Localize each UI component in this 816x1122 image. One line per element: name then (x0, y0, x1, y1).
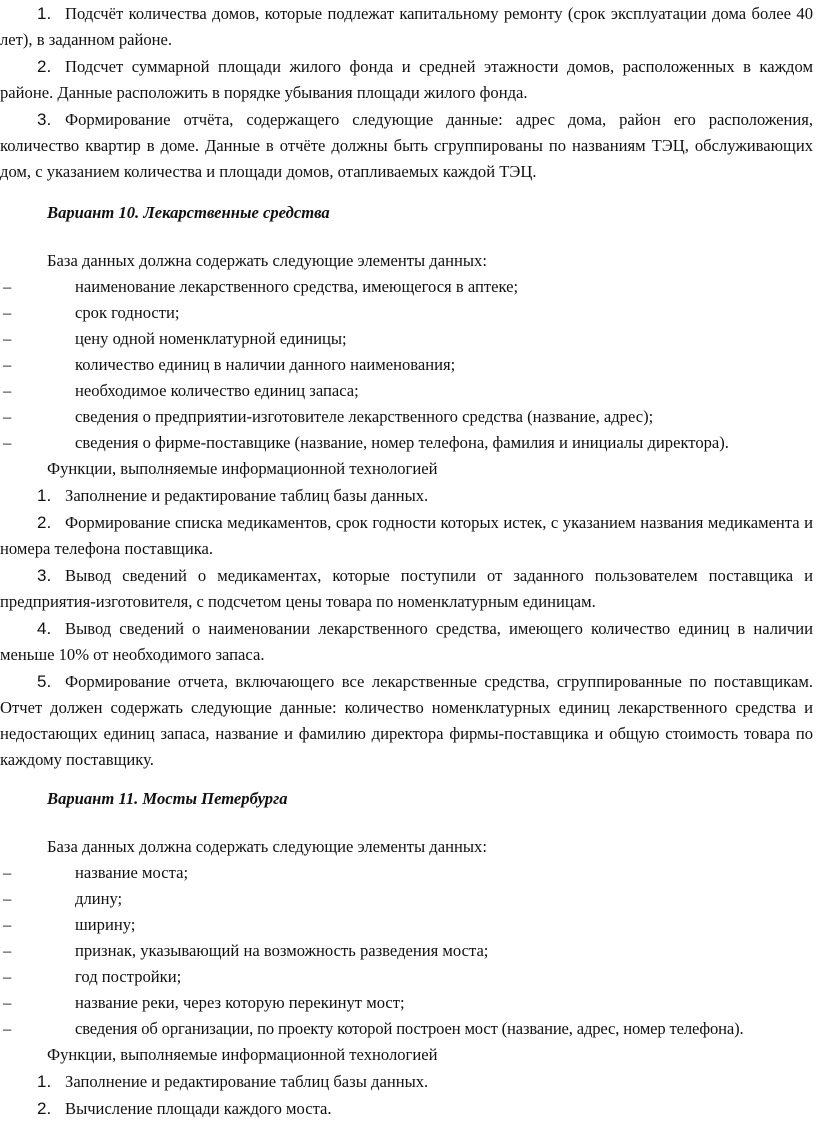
dash-mark: – (3, 863, 12, 882)
dash-item (0, 300, 816, 326)
top-numbered-list (0, 0, 816, 185)
variant-11-section (0, 786, 816, 1122)
item-text: Заполнение и редактирование таблиц базы данных. (65, 1072, 429, 1091)
dash-item-text: сведения об организации, по проекту которой построен мост (название, адрес, номер телефона). (75, 1019, 744, 1038)
section-heading: Вариант 11. Мосты Петербурга (47, 789, 288, 808)
list-item (0, 1, 816, 53)
function-item (0, 483, 816, 509)
dash-item (0, 964, 816, 990)
dash-item-text: необходимое количество единиц запаса; (75, 381, 359, 400)
dash-item (0, 326, 816, 352)
dash-item (0, 352, 816, 378)
item-text: Формирование списка медикаментов, срок годности которых истек, с указанием названия медикамента и номера телефона поставщика. (0, 513, 813, 558)
dash-mark: – (3, 355, 12, 374)
dash-item (0, 1016, 816, 1042)
dash-mark: – (3, 889, 12, 908)
dash-item-text: ширину; (75, 915, 136, 934)
section-heading: Вариант 10. Лекарственные средства (47, 203, 330, 222)
dash-mark: – (3, 967, 12, 986)
item-number: 1. (37, 4, 52, 23)
dash-item-text: количество единиц в наличии данного наименования; (75, 355, 456, 374)
dash-item (0, 860, 816, 886)
dash-item (0, 990, 816, 1016)
dash-mark: – (3, 433, 12, 452)
item-number: 3. (37, 566, 52, 585)
dash-mark: – (3, 381, 12, 400)
item-number: 2. (37, 57, 52, 76)
dash-item (0, 274, 816, 300)
functions-title: Функции, выполняемые информационной технологией (47, 459, 438, 478)
function-item (0, 1096, 816, 1122)
list-item (0, 107, 816, 185)
dash-item-text: название моста; (75, 863, 189, 882)
item-text: Подсчет суммарной площади жилого фонда и средней этажности домов, расположенных в каждом районе. Данные расположить в порядке убывания площади жилого фонда. (0, 57, 813, 102)
item-text: Вычисление площади каждого моста. (65, 1099, 332, 1118)
dash-mark: – (3, 915, 12, 934)
dash-item-text: признак, указывающий на возможность разведения моста; (75, 941, 489, 960)
dash-mark: – (3, 1019, 12, 1038)
item-number: 1. (37, 1072, 52, 1091)
functions-title: Функции, выполняемые информационной технологией (47, 1045, 438, 1064)
dash-item (0, 912, 816, 938)
elements-intro: База данных должна содержать следующие элементы данных: (47, 251, 487, 270)
dash-mark: – (3, 277, 12, 296)
item-text: Заполнение и редактирование таблиц базы данных. (65, 486, 429, 505)
item-number: 5. (37, 672, 52, 691)
dash-item (0, 938, 816, 964)
dash-item-text: длину; (75, 889, 123, 908)
item-text: Подсчёт количества домов, которые подлежат капитальному ремонту (срок эксплуатации дома более 40 лет), в заданном районе. (0, 4, 813, 49)
dash-mark: – (3, 407, 12, 426)
dash-item-text: год постройки; (75, 967, 182, 986)
item-text: Формирование отчета, включающего все лекарственные средства, сгруппированные по поставщикам. Отчет должен содержать следующие данные: количество номенклатурных единиц лекарственного средства и недостающих единиц запаса, название и фамилию директора фирмы-поставщика и общую стоимость товара по каждому поставщику. (0, 672, 813, 769)
item-number: 2. (37, 513, 52, 532)
dash-item-text: название реки, через которую перекинут мост; (75, 993, 405, 1012)
item-text: Вывод сведений о медикаментах, которые поступили от заданного пользователем поставщика и предприятия-изготовителя, с подсчетом цены товара по номенклатурным единицам. (0, 566, 813, 611)
item-text: Формирование отчёта, содержащего следующие данные: адрес дома, район его расположения, количество квартир в доме. Данные в отчёте должны быть сгруппированы по названиям ТЭЦ, обслуживающих дом, с указанием количества и площади домов, отапливаемых каждой ТЭЦ. (0, 110, 813, 181)
dash-mark: – (3, 303, 12, 322)
function-item (0, 616, 816, 668)
item-number: 4. (37, 619, 52, 638)
dash-item (0, 378, 816, 404)
list-item (0, 54, 816, 106)
dash-item (0, 430, 816, 456)
item-number: 2. (37, 1099, 52, 1118)
function-item (0, 510, 816, 562)
dash-item-text: сведения о фирме-поставщике (название, номер телефона, фамилия и инициалы директора). (75, 433, 729, 452)
function-item (0, 563, 816, 615)
variant-10-section (0, 200, 816, 773)
dash-mark: – (3, 993, 12, 1012)
dash-item-text: цену одной номенклатурной единицы; (75, 329, 347, 348)
function-item (0, 1069, 816, 1095)
dash-item (0, 404, 816, 430)
dash-item (0, 886, 816, 912)
dash-item-text: срок годности; (75, 303, 180, 322)
dash-mark: – (3, 329, 12, 348)
function-item (0, 669, 816, 773)
item-number: 3. (37, 110, 52, 129)
item-number: 1. (37, 486, 52, 505)
dash-item-text: наименование лекарственного средства, имеющегося в аптеке; (75, 277, 519, 296)
dash-mark: – (3, 941, 12, 960)
item-text: Вывод сведений о наименовании лекарственного средства, имеющего количество единиц в наличии меньше 10% от необходимого запаса. (0, 619, 813, 664)
dash-item-text: сведения о предприятии-изготовителе лекарственного средства (название, адрес); (75, 407, 654, 426)
elements-intro: База данных должна содержать следующие элементы данных: (47, 837, 487, 856)
